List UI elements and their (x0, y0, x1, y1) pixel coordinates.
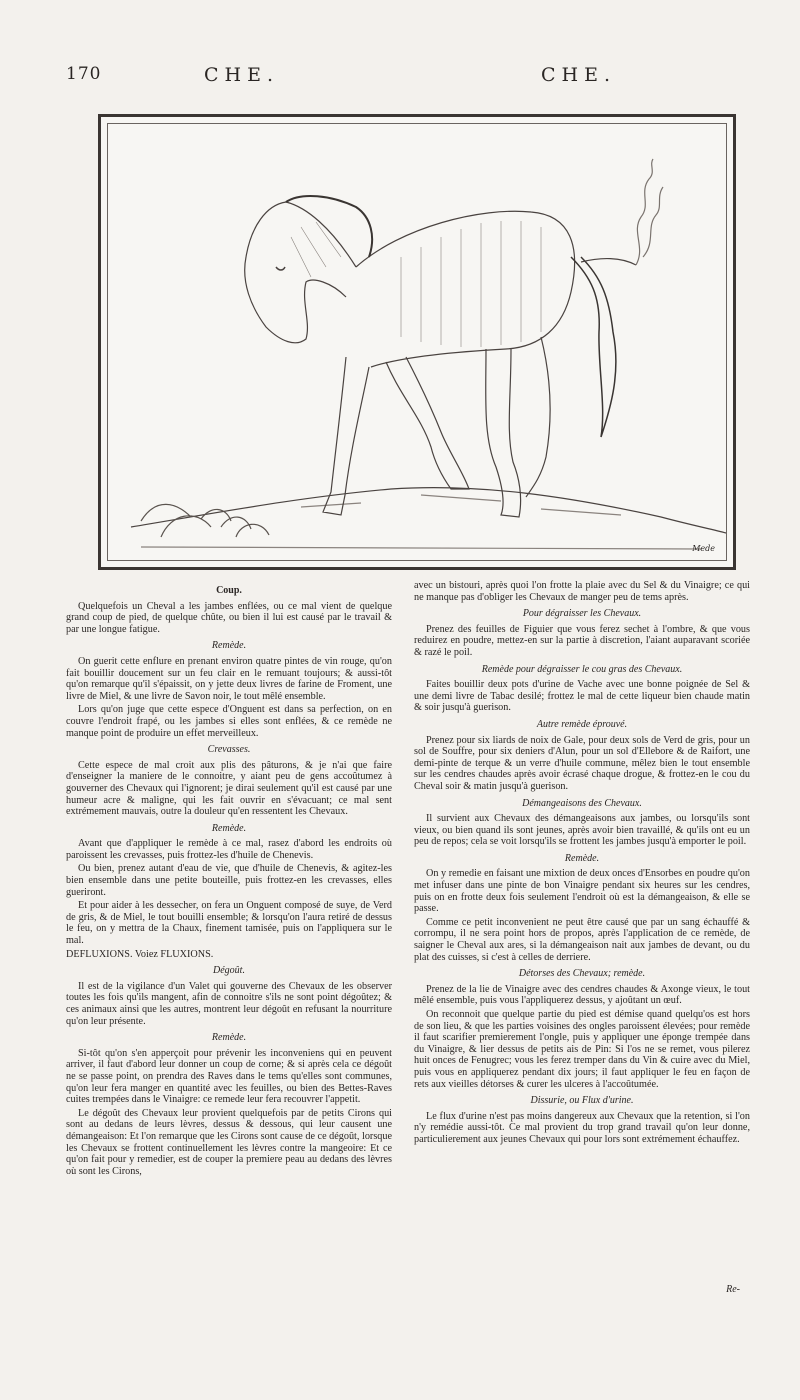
page-number: 170 (66, 64, 102, 84)
left-heading: Dégoût. (213, 965, 245, 977)
left-paragraph: Si-tôt qu'on s'en apperçoit pour prévenir les inconveniens qui en peuvent arriver, il faut d'abord leur donner un coup de corne; & si après cela ce dégoût ne se passe point, on prendra des Raves dans le tems qu'elles sont communes, qu'on leur fera manger en quantité avec les feuilles, ou bien des Bettes-Raves cuites trempées dans le Vinaigre: ce remede leur fera recouvrer l'appetit. (66, 1047, 392, 1106)
horse-engraving (101, 117, 733, 567)
left-paragraph: Avant que d'appliquer le remède à ce mal, rasez d'abord les endroits où paroissent les crevasses, puis frottez-les d'huile de Chenevis. (66, 838, 392, 861)
running-head-left: CHE. (204, 64, 280, 86)
right-heading: Autre remède éprouvé. (536, 718, 628, 730)
right-paragraph: Prenez pour six liards de noix de Gale, pour deux sols de Verd de gris, pour un sol de Souffre, pour six deniers d'Alun, pour un sol d'Ellebore & de Raifort, une demi-pinte de terque & un verre d'huile commune, mêlez bien le tout ensemble sur les cendres chaudes après avoir écrasé chaque drogue, & frottez-en le cou du Cheval soir & matin jusqu'à guerison. (414, 734, 750, 792)
right-paragraph: Le flux d'urine n'est pas moins dangereux aux Chevaux que la retention, si l'on n'y remédie aussi-tôt. Ce mal provient du trop grand travail qu'on leur donne, particulierement aux jeunes Chevaux qui pour lors sont extrémement échauffez. (414, 1110, 750, 1145)
horse-mane (286, 196, 372, 257)
left-paragraph: Lors qu'on juge que cette espece d'Onguent est dans sa perfection, on en couvre l'endroit frapé, ou les jambes si elles sont enflées, & ce remède ne manque point de produire un effet merveilleux. (66, 704, 392, 739)
left-paragraph: On guerit cette enflure en prenant environ quatre pintes de vin rouge, qu'on fait bouillir doucement sur un feu clair en le remuant toujours; & aussi-tôt qu'on remarque qu'il s'épaissit, on y jette deux livres de farine de Froment, une livre de Miel, & une livre de Savon noir, le tout mêlé ensemble. (66, 655, 392, 702)
horse-body (356, 211, 575, 367)
left-paragraph: Cette espece de mal croit aux plis des pâturons, & je n'ai que faire d'enseigner la maniere de le connoitre, y aiant peu de gens accoûtumez à gouverner des Chevaux qui l'ignorent; je dirai seulement qu'il est causé par une humeur acre & maligne, qui les fait ouvrir en s'évacuant; ce mal sent extrémement mauvais, outre la douleur qu'en ressentent les Chevaux. (66, 759, 392, 818)
right-heading: Pour dégraisser les Chevaux. (522, 608, 642, 620)
left-paragraph: Il est de la vigilance d'un Valet qui gouverne des Chevaux de les observer toutes les fois qu'ils mangent, afin de connoitre s'ils ne sont point dégoûtez; & ces animaux ainsi que les autres, montrent leur dégoût en refusant la nourriture qu'on leur présente. (66, 980, 392, 1027)
engraver-signature: Mede (692, 544, 715, 553)
right-paragraph: avec un bistouri, après quoi l'on frotte la plaie avec du Sel & du Vinaigre; ce qui ne manque pas d'obliger les Chevaux de manger peu de tems après. (414, 580, 750, 603)
right-paragraph: Il survient aux Chevaux des démangeaisons aux jambes, ou lorsqu'ils sont vieux, ou bien quand ils sont jeunes, après avoir bien travaillé, & qu'ils ont eu un peu de repos; cela se voit lorsqu'ils se frottent les jambes jusqu'à emporter le poil. (414, 813, 750, 848)
engraving-plate (98, 114, 736, 570)
right-heading: Démangeaisons des Chevaux. (522, 797, 642, 809)
right-heading: Remède pour dégraisser le cou gras des Chevaux. (481, 663, 683, 675)
left-heading: Remède. (211, 822, 247, 834)
horse-tail (571, 257, 616, 437)
text-column-right (414, 580, 750, 1148)
running-head-right: CHE. (541, 64, 617, 86)
text-column-left (66, 580, 392, 1179)
right-paragraph: Faites bouillir deux pots d'urine de Vache avec une bonne poignée de Sel & une demi livre de Tabac desilé; frottez le mal de cette liqueur bien chaude matin & soir jusqu'à guerison. (414, 679, 750, 714)
right-heading: Remède. (564, 852, 600, 864)
plant-left (141, 504, 231, 537)
right-paragraph: On y remedie en faisant une mixtion de deux onces d'Ensorbes en poudre qu'on met infuser dans une pinte de bon Vinaigre pendant six heures sur les cendres, puis on en frotte deux fois seulement l'endroit où est la démangeaison, & elle se passe. (414, 868, 750, 915)
left-heading: Remède. (211, 640, 247, 652)
catchword: Re- (726, 1284, 740, 1295)
left-paragraph: Ou bien, prenez autant d'eau de vie, que d'huile de Chenevis, & agitez-les bien ensemble dans une petite bouteille, puis frottez-en les crevasses, elles gueriront. (66, 863, 392, 898)
left-paragraph: DEFLUXIONS. Voiez FLUXIONS. (66, 948, 214, 960)
horse-leg-front-right (386, 357, 469, 489)
horse-head (245, 202, 356, 343)
right-paragraph: On reconnoit que quelque partie du pied est démise quand quelqu'os est hors de son lieu, & que les parties voisines des ongles paroissent élevées; pour remède il faut scarifier premierement l'ongle, puis y appliquer une éponge trempée dans du Vinaigre, & lier dessus de petits ais de Pin: Si l'os ne se remet, vous pilerez huit onces de Fenugrec; vous les ferez tremper dans du Vin & cuire avec du Miel, puis vous en appliquerez pendant dix jours; il faut appliquer le feu en façon de rets aux vieilles détorses & curer les ulceres à l'accoûtumée. (414, 1009, 750, 1090)
left-heading: Crevasses. (207, 744, 251, 756)
left-paragraph: Et pour aider à les dessecher, on fera un Onguent composé de suye, de Verd de gris, & de Miel, le tout bouilli ensemble; & lorsqu'on l'aura retiré de dessus le feu, on y mettra de la Chaux, finement tamisée, puis on l'appliquera sur le mal. (66, 900, 392, 947)
left-paragraph: Le dégoût des Chevaux leur provient quelquefois par de petits Cirons qui sont au dedans de leurs lèvres, dessus & dessous, qui leur causent une démangeaison: Et l'on remarque que les Cirons sont cause de ce dégoût, lorsque les Chevaux se frottent continuellement les lèvres contre la mangeoire: Et ce qu'on fait pour y remedier, est de couper la premiere peau au dedans des lèvres où sont les Cirons, (66, 1107, 392, 1177)
left-heading: Remède. (211, 1032, 247, 1044)
smoke-plume (636, 159, 653, 265)
right-paragraph: Prenez des feuilles de Figuier que vous ferez sechet à l'ombre, & que vous reduirez en poudre, mettez-en sur la partie à discretion, l'aiant auparavant scoriée & razé le poil. (414, 623, 750, 658)
left-heading: Coup. (216, 585, 242, 596)
left-paragraph: Quelquefois un Cheval a les jambes enflées, ou ce mal vient de quelque grand coup de pied, de quelque chûte, ou bien il lui est causé par le travail & par une longue fatigue. (66, 600, 392, 635)
right-heading: Détorses des Chevaux; remède. (518, 968, 646, 980)
right-heading: Dissurie, ou Flux d'urine. (530, 1095, 634, 1107)
right-paragraph: Prenez de la lie de Vinaigre avec des cendres chaudes & Axonge vieux, le tout mêlé ensemble, puis vous l'appliquerez dessus, y ajoûtant un œuf. (414, 983, 750, 1007)
right-paragraph: Comme ce petit inconvenient ne peut être causé que par un sang échauffé & corrompu, il ne sera point hors de propos, après l'application de ce remède, de saigner le Cheval aux ares, si la démangeaison nait aux jambes de devant, ou du plat des cuisses, si c'est à celles de derriere. (414, 916, 750, 963)
